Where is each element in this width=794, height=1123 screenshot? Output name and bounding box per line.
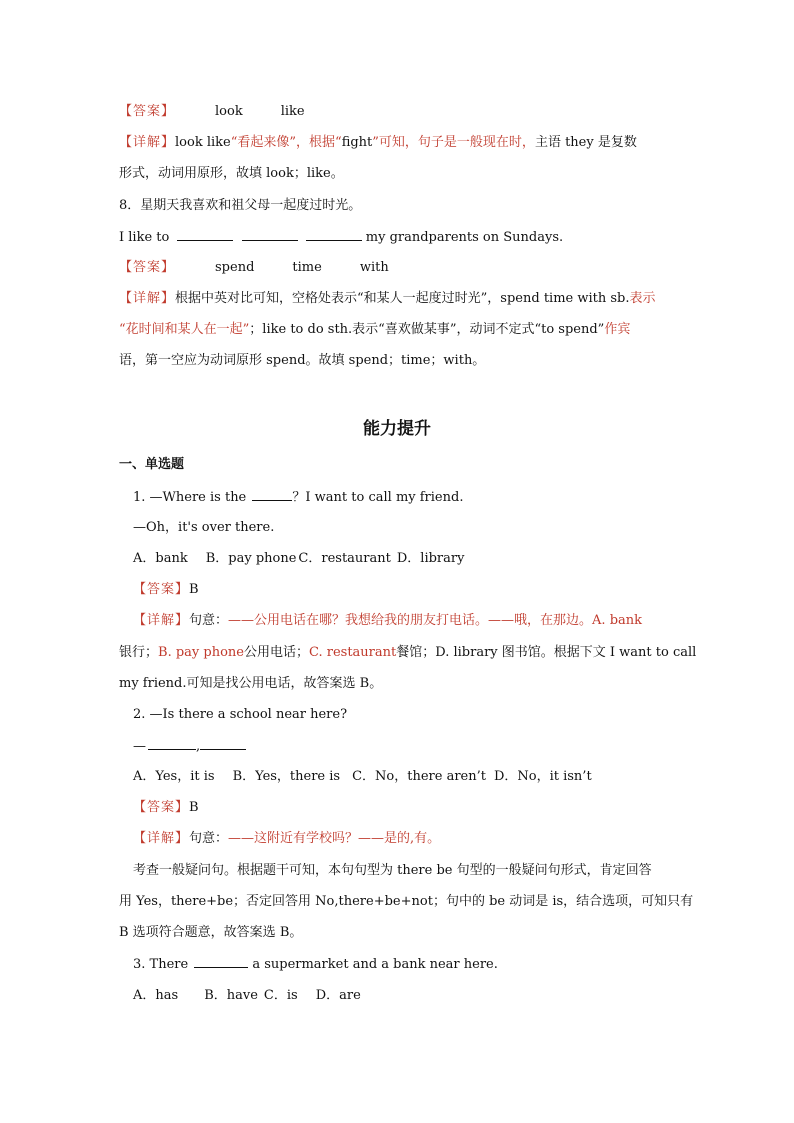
detail-line — [119, 290, 656, 308]
detail-text: ”可知，句子是一般现在时， — [372, 135, 535, 150]
option-d: D．are — [315, 988, 361, 1003]
detail-line: 语，第一空应为动词原形 spend。故填 spend；time；with。 — [119, 353, 486, 368]
detail-line — [119, 321, 630, 339]
question-text: I like to — [119, 230, 170, 245]
detail-line: 形式，动词用原形，故填 look；like。 — [119, 166, 344, 181]
option-d: D．No，it isn’t — [493, 769, 592, 784]
question-1-stem — [133, 488, 463, 507]
detail-line — [133, 830, 440, 848]
question-text: my grandparents on Sundays. — [365, 230, 564, 245]
detail-text: C. restaurant — [309, 645, 397, 660]
detail-line: my friend.可知是找公用电话，故答案选 B。 — [119, 676, 383, 691]
option-a: A．has — [133, 988, 179, 1003]
answer-value: spend — [215, 260, 255, 275]
detail-text: 句意： — [189, 831, 229, 846]
question-3-stem — [133, 955, 498, 974]
question-8-chinese: 8．星期天我喜欢和祖父母一起度过时光。 — [119, 198, 362, 213]
detail-line — [119, 134, 637, 152]
detail-text: 公用电话； — [243, 645, 309, 660]
answer-value: time — [292, 260, 322, 275]
blank — [252, 488, 292, 501]
question-2-options — [133, 768, 606, 786]
question-1-answer — [133, 581, 199, 599]
detail-text: fight — [341, 135, 373, 150]
option-a: A．Yes，it is — [133, 769, 215, 784]
detail-line — [133, 612, 642, 630]
question-text: , — [196, 739, 201, 754]
option-c: C．is — [263, 988, 298, 1003]
detail-text: 根据中英对比可知，空格处表示“和某人一起度过时光”，spend time with sb. — [175, 291, 630, 306]
option-b: B．Yes，there is — [232, 769, 341, 784]
blank — [242, 228, 298, 241]
question-8-english — [119, 228, 563, 247]
section-heading: 一、单选题 — [119, 457, 185, 472]
detail-tag: 【详解】 — [133, 831, 190, 846]
blank — [200, 737, 246, 750]
option-d: D．library — [396, 551, 465, 566]
option-b: B．pay phone — [205, 551, 297, 566]
answer-tag: 【答案】 — [133, 800, 190, 815]
blank — [194, 955, 248, 968]
detail-line: 考查一般疑问句。根据题干可知，本句句型为 there be 句型的一般疑问句形式，肯定回答 — [133, 863, 652, 878]
detail-text: ——公用电话在哪？我想给我的朋友打电话。——哦，在那边。 — [228, 613, 593, 628]
detail-tag: 【详解】 — [133, 613, 190, 628]
answer-tag: 【答案】 — [133, 582, 190, 597]
answer-value: B — [189, 582, 199, 597]
answer-value: with — [359, 260, 389, 275]
detail-tag: 【详解】 — [119, 291, 176, 306]
question-2-line2 — [133, 737, 246, 756]
answer-value: B — [189, 800, 199, 815]
detail-text: B. pay phone — [158, 645, 244, 660]
blank — [306, 228, 362, 241]
question-text: — — [133, 739, 146, 754]
detail-text: 餐馆；D. library 图书馆。根据下文 I want to call — [396, 645, 697, 660]
question-text: 1. —Where is the — [133, 490, 247, 505]
question-text: a supermarket and a bank near here. — [252, 957, 498, 972]
answer-value: like — [280, 104, 305, 119]
detail-text: A. bank — [592, 613, 643, 628]
detail-text: “看起来像”，根据“ — [230, 135, 342, 150]
detail-text: 主语 they 是复数 — [534, 135, 637, 150]
detail-text: 表示 — [629, 291, 656, 306]
option-c: C．restaurant — [298, 551, 391, 566]
detail-text: look like — [175, 135, 231, 150]
detail-line: 用 Yes，there+be；否定回答用 No,there+be+not；句中的 be 动词是 is，结合选项，可知只有 — [119, 894, 694, 909]
option-a: A．bank — [133, 551, 188, 566]
answer-row-8 — [119, 259, 389, 277]
question-1-options — [133, 550, 478, 568]
detail-text: ——这附近有学校吗？——是的,有。 — [228, 831, 441, 846]
section-title: 能力提升 — [363, 419, 431, 439]
question-2-stem: 2. —Is there a school near here? — [133, 707, 348, 722]
answer-value: look — [215, 104, 243, 119]
question-text: 3. There — [133, 957, 189, 972]
question-text: ？I want to call my friend. — [292, 490, 464, 505]
question-3-options — [133, 987, 375, 1005]
answer-tag: 【答案】 — [119, 260, 176, 275]
detail-text: ；like to do sth.表示“喜欢做某事”，动词不定式“to spend” — [249, 322, 605, 337]
detail-line — [119, 644, 696, 662]
answer-tag: 【答案】 — [119, 104, 176, 119]
blank — [148, 737, 196, 750]
detail-line: B 选项符合题意，故答案选 B。 — [119, 925, 303, 940]
detail-text: 句意： — [189, 613, 229, 628]
question-2-answer — [133, 799, 199, 817]
detail-tag: 【详解】 — [119, 135, 176, 150]
detail-text: 作宾 — [604, 322, 631, 337]
detail-text: “花时间和某人在一起” — [119, 322, 250, 337]
option-c: C．No，there aren’t — [352, 769, 486, 784]
blank — [177, 228, 233, 241]
answer-row-7 — [119, 103, 305, 121]
detail-text: 银行； — [119, 645, 159, 660]
option-b: B．have — [204, 988, 258, 1003]
question-1-line2: —Oh，it's over there. — [133, 520, 275, 535]
